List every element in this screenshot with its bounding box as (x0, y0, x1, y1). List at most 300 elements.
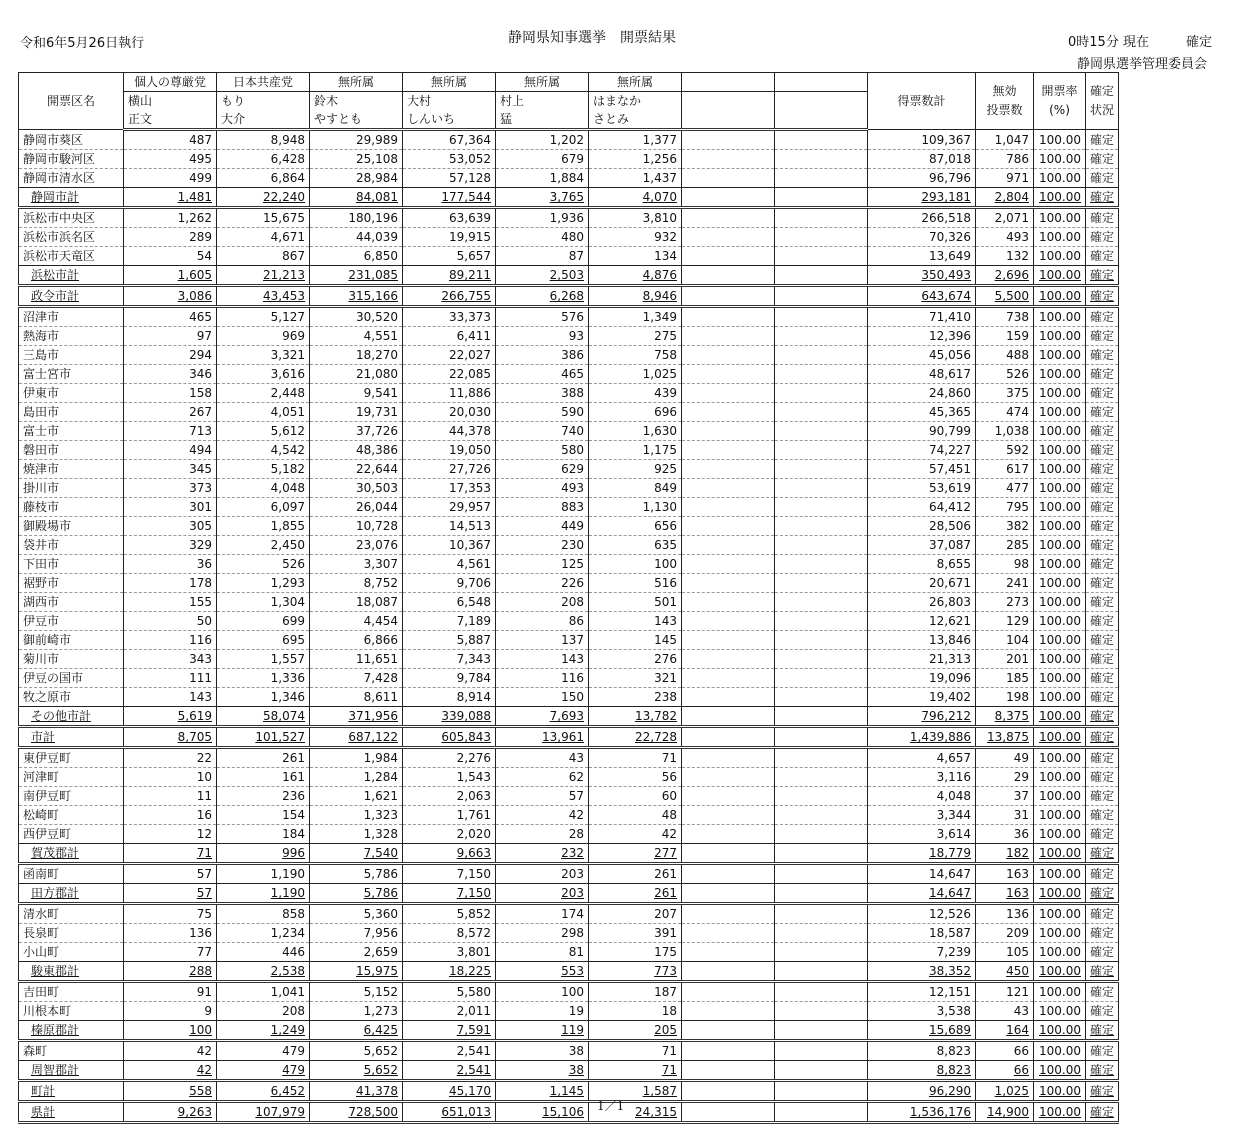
vote-count: 71 (589, 748, 682, 768)
vote-count: 9,663 (403, 844, 496, 864)
vote-count: 30,503 (310, 479, 403, 498)
vote-count: 10,728 (310, 517, 403, 536)
table-row (19, 593, 1119, 612)
confirm-status: 確定 (1086, 1041, 1119, 1061)
vote-count: 656 (589, 517, 682, 536)
vote-count: 231,085 (310, 266, 403, 286)
empty-cell (775, 384, 868, 403)
count-rate: 100.00 (1034, 924, 1086, 943)
empty-name-cell (682, 92, 775, 130)
vote-count: 6,425 (310, 1021, 403, 1041)
confirm-status: 確定 (1086, 748, 1119, 768)
vote-count: 8,914 (403, 688, 496, 707)
area-name: 伊東市 (19, 384, 124, 403)
empty-cell (682, 669, 775, 688)
total-votes: 1,536,176 (868, 1102, 976, 1123)
table-row (19, 441, 1119, 460)
vote-count: 969 (217, 327, 310, 346)
vote-count: 699 (217, 612, 310, 631)
vote-count: 17,353 (403, 479, 496, 498)
empty-cell (682, 266, 775, 286)
vote-count: 62 (496, 768, 589, 787)
area-name: 西伊豆町 (19, 825, 124, 844)
vote-count: 2,541 (403, 1041, 496, 1061)
count-rate: 100.00 (1034, 593, 1086, 612)
vote-count: 5,786 (310, 864, 403, 884)
subtotal-row (19, 1021, 1119, 1041)
area-name: 袋井市 (19, 536, 124, 555)
area-name: 清水町 (19, 904, 124, 924)
vote-count: 1,284 (310, 768, 403, 787)
vote-count: 345 (124, 460, 217, 479)
confirm-status: 確定 (1086, 574, 1119, 593)
count-rate: 100.00 (1034, 1102, 1086, 1123)
empty-cell (775, 1041, 868, 1061)
confirm-status: 確定 (1086, 904, 1119, 924)
candidate-name (589, 92, 682, 130)
vote-count: 19,731 (310, 403, 403, 422)
empty-cell (682, 904, 775, 924)
vote-count: 288 (124, 962, 217, 982)
vote-count: 208 (217, 1002, 310, 1021)
vote-count: 38 (496, 1041, 589, 1061)
vote-count: 8,948 (217, 130, 310, 150)
vote-count: 226 (496, 574, 589, 593)
area-name: 浜松市中央区 (19, 208, 124, 228)
vote-count: 22,644 (310, 460, 403, 479)
count-rate: 100.00 (1034, 844, 1086, 864)
vote-count: 7,343 (403, 650, 496, 669)
vote-count: 446 (217, 943, 310, 962)
vote-count: 60 (589, 787, 682, 806)
vote-count: 25,108 (310, 150, 403, 169)
vote-count: 590 (496, 403, 589, 422)
vote-count: 651,013 (403, 1102, 496, 1123)
table-row (19, 748, 1119, 768)
vote-count: 1,557 (217, 650, 310, 669)
vote-count: 42 (124, 1061, 217, 1081)
vote-count: 56 (589, 768, 682, 787)
vote-count: 29,989 (310, 130, 403, 150)
area-name: 掛川市 (19, 479, 124, 498)
vote-count: 9,706 (403, 574, 496, 593)
vote-count: 1,630 (589, 422, 682, 441)
empty-cell (775, 669, 868, 688)
invalid-votes: 241 (976, 574, 1034, 593)
area-name: 長泉町 (19, 924, 124, 943)
table-row (19, 307, 1119, 327)
vote-count: 3,810 (589, 208, 682, 228)
total-votes: 71,410 (868, 307, 976, 327)
empty-cell (682, 1061, 775, 1081)
count-rate: 100.00 (1034, 498, 1086, 517)
vote-count: 4,551 (310, 327, 403, 346)
empty-cell (775, 169, 868, 188)
invalid-votes: 159 (976, 327, 1034, 346)
empty-cell (775, 1081, 868, 1102)
empty-cell (775, 904, 868, 924)
vote-count: 21,080 (310, 365, 403, 384)
vote-count: 116 (124, 631, 217, 650)
count-rate: 100.00 (1034, 327, 1086, 346)
vote-count: 150 (496, 688, 589, 707)
vote-count: 71 (589, 1061, 682, 1081)
empty-cell (682, 403, 775, 422)
vote-count: 5,652 (310, 1041, 403, 1061)
confirm-status: 確定 (1086, 498, 1119, 517)
vote-count: 580 (496, 441, 589, 460)
confirm-status: 確定 (1086, 1081, 1119, 1102)
vote-count: 289 (124, 228, 217, 247)
vote-count: 773 (589, 962, 682, 982)
vote-count: 1,437 (589, 169, 682, 188)
table-row (19, 346, 1119, 365)
vote-count: 276 (589, 650, 682, 669)
empty-cell (775, 787, 868, 806)
vote-count: 1,336 (217, 669, 310, 688)
invalid-votes: 474 (976, 403, 1034, 422)
empty-cell (682, 768, 775, 787)
total-votes: 12,396 (868, 327, 976, 346)
invalid-votes: 198 (976, 688, 1034, 707)
table-row (19, 864, 1119, 884)
vote-count: 501 (589, 593, 682, 612)
empty-cell (775, 768, 868, 787)
vote-count: 6,548 (403, 593, 496, 612)
vote-count: 5,887 (403, 631, 496, 650)
total-votes: 13,846 (868, 631, 976, 650)
vote-count: 11,886 (403, 384, 496, 403)
vote-count: 439 (589, 384, 682, 403)
candidate-name (310, 92, 403, 130)
total-votes: 90,799 (868, 422, 976, 441)
vote-count: 883 (496, 498, 589, 517)
total-votes: 74,227 (868, 441, 976, 460)
confirm-status: 確定 (1086, 384, 1119, 403)
empty-cell (775, 727, 868, 748)
count-rate: 100.00 (1034, 517, 1086, 536)
empty-cell (682, 346, 775, 365)
total-votes: 38,352 (868, 962, 976, 982)
candidate-given-name: 大介 (221, 112, 246, 126)
empty-cell (775, 286, 868, 307)
invalid-votes: 132 (976, 247, 1034, 266)
vote-count: 238 (589, 688, 682, 707)
empty-cell (775, 924, 868, 943)
invalid-votes: 37 (976, 787, 1034, 806)
subtotal-row (19, 707, 1119, 727)
confirm-status: 確定 (1086, 962, 1119, 982)
count-rate: 100.00 (1034, 1061, 1086, 1081)
empty-cell (682, 517, 775, 536)
count-rate: 100.00 (1034, 208, 1086, 228)
vote-count: 2,538 (217, 962, 310, 982)
empty-cell (775, 208, 868, 228)
empty-cell (682, 188, 775, 208)
vote-count: 143 (589, 612, 682, 631)
confirm-status: 確定 (1086, 1061, 1119, 1081)
status-time: 0時15分 現在 (1068, 35, 1149, 50)
vote-count: 3,307 (310, 555, 403, 574)
invalid-votes: 136 (976, 904, 1034, 924)
invalid-votes: 209 (976, 924, 1034, 943)
total-votes: 14,647 (868, 884, 976, 904)
candidate-name (496, 92, 589, 130)
total-votes: 70,326 (868, 228, 976, 247)
vote-count: 1,323 (310, 806, 403, 825)
vote-count: 21,213 (217, 266, 310, 286)
vote-count: 3,321 (217, 346, 310, 365)
area-name: 森町 (19, 1041, 124, 1061)
candidate-surname: はまなか (593, 94, 642, 108)
vote-count: 116 (496, 669, 589, 688)
count-rate: 100.00 (1034, 188, 1086, 208)
total-votes: 53,619 (868, 479, 976, 498)
table-row (19, 130, 1119, 150)
confirm-status: 確定 (1086, 327, 1119, 346)
vote-count: 679 (496, 150, 589, 169)
vote-count: 1,256 (589, 150, 682, 169)
vote-count: 10,367 (403, 536, 496, 555)
candidate-party: 無所属 (310, 73, 403, 92)
vote-count: 119 (496, 1021, 589, 1041)
total-votes: 45,365 (868, 403, 976, 422)
empty-cell (682, 384, 775, 403)
empty-cell (682, 1002, 775, 1021)
vote-count: 1,249 (217, 1021, 310, 1041)
area-name: 田方郡計 (19, 884, 124, 904)
column-header-total: 得票数計 (868, 73, 976, 130)
empty-cell (682, 130, 775, 150)
vote-count: 15,675 (217, 208, 310, 228)
table-row (19, 982, 1119, 1002)
total-votes: 19,096 (868, 669, 976, 688)
count-rate: 100.00 (1034, 1021, 1086, 1041)
vote-count: 1,293 (217, 574, 310, 593)
total-votes: 28,506 (868, 517, 976, 536)
vote-count: 2,276 (403, 748, 496, 768)
total-votes: 293,181 (868, 188, 976, 208)
vote-count: 16 (124, 806, 217, 825)
confirm-status: 確定 (1086, 924, 1119, 943)
vote-count: 479 (217, 1061, 310, 1081)
vote-count: 143 (124, 688, 217, 707)
total-votes: 8,823 (868, 1061, 976, 1081)
vote-count: 629 (496, 460, 589, 479)
count-rate: 100.00 (1034, 748, 1086, 768)
count-rate: 100.00 (1034, 247, 1086, 266)
vote-count: 236 (217, 787, 310, 806)
vote-count: 18,225 (403, 962, 496, 982)
vote-count: 54 (124, 247, 217, 266)
confirm-status: 確定 (1086, 460, 1119, 479)
vote-count: 18,270 (310, 346, 403, 365)
empty-cell (775, 1102, 868, 1123)
vote-count: 294 (124, 346, 217, 365)
page-number: 1／1 (597, 1099, 625, 1113)
vote-count: 8,752 (310, 574, 403, 593)
vote-count: 1,587 (589, 1081, 682, 1102)
vote-count: 465 (496, 365, 589, 384)
empty-cell (775, 844, 868, 864)
empty-cell (682, 286, 775, 307)
empty-cell (682, 982, 775, 1002)
total-votes: 13,649 (868, 247, 976, 266)
vote-count: 4,051 (217, 403, 310, 422)
table-row (19, 228, 1119, 247)
vote-count: 7,956 (310, 924, 403, 943)
vote-count: 301 (124, 498, 217, 517)
vote-count: 5,657 (403, 247, 496, 266)
vote-count: 184 (217, 825, 310, 844)
table-row (19, 169, 1119, 188)
vote-count: 1,304 (217, 593, 310, 612)
column-header-area: 開票区名 (19, 73, 124, 130)
count-rate: 100.00 (1034, 169, 1086, 188)
vote-count: 77 (124, 943, 217, 962)
area-name: 焼津市 (19, 460, 124, 479)
confirm-status: 確定 (1086, 1102, 1119, 1123)
invalid-votes: 273 (976, 593, 1034, 612)
vote-count: 1,349 (589, 307, 682, 327)
invalid-votes: 477 (976, 479, 1034, 498)
total-votes: 14,647 (868, 864, 976, 884)
empty-cell (775, 574, 868, 593)
total-votes: 20,671 (868, 574, 976, 593)
vote-count: 687,122 (310, 727, 403, 748)
vote-count: 5,852 (403, 904, 496, 924)
vote-count: 23,076 (310, 536, 403, 555)
empty-cell (682, 307, 775, 327)
count-rate: 100.00 (1034, 307, 1086, 327)
table-row (19, 150, 1119, 169)
area-name: その他市計 (19, 707, 124, 727)
table-row (19, 768, 1119, 787)
vote-count: 1,884 (496, 169, 589, 188)
invalid-votes: 285 (976, 536, 1034, 555)
count-rate: 100.00 (1034, 884, 1086, 904)
vote-count: 7,150 (403, 884, 496, 904)
vote-count: 44,378 (403, 422, 496, 441)
empty-cell (775, 536, 868, 555)
empty-cell (775, 1002, 868, 1021)
vote-count: 5,127 (217, 307, 310, 327)
vote-count: 154 (217, 806, 310, 825)
area-name: 牧之原市 (19, 688, 124, 707)
confirm-status: 確定 (1086, 727, 1119, 748)
invalid-votes: 1,047 (976, 130, 1034, 150)
empty-cell (775, 327, 868, 346)
area-name: 函南町 (19, 864, 124, 884)
table-row (19, 904, 1119, 924)
empty-cell (682, 422, 775, 441)
vote-count: 57 (124, 884, 217, 904)
area-name: 三島市 (19, 346, 124, 365)
empty-cell (682, 943, 775, 962)
candidate-party: 無所属 (589, 73, 682, 92)
confirm-status: 確定 (1086, 555, 1119, 574)
vote-count: 558 (124, 1081, 217, 1102)
vote-count: 203 (496, 864, 589, 884)
invalid-votes: 786 (976, 150, 1034, 169)
vote-count: 1,190 (217, 884, 310, 904)
vote-count: 137 (496, 631, 589, 650)
area-name: 御殿場市 (19, 517, 124, 536)
invalid-votes: 1,038 (976, 422, 1034, 441)
total-votes: 12,151 (868, 982, 976, 1002)
vote-count: 15,975 (310, 962, 403, 982)
vote-count: 371,956 (310, 707, 403, 727)
vote-count: 48 (589, 806, 682, 825)
total-votes: 15,689 (868, 1021, 976, 1041)
empty-cell (775, 422, 868, 441)
empty-cell (682, 1081, 775, 1102)
count-rate: 100.00 (1034, 460, 1086, 479)
vote-count: 26,044 (310, 498, 403, 517)
empty-cell (682, 574, 775, 593)
confirm-status: 確定 (1086, 884, 1119, 904)
vote-count: 107,979 (217, 1102, 310, 1123)
invalid-votes: 2,696 (976, 266, 1034, 286)
count-rate: 100.00 (1034, 384, 1086, 403)
area-name: 政令市計 (19, 286, 124, 307)
vote-count: 13,782 (589, 707, 682, 727)
table-row (19, 384, 1119, 403)
confirm-status: 確定 (1086, 130, 1119, 150)
vote-count: 1,130 (589, 498, 682, 517)
area-name: 御前崎市 (19, 631, 124, 650)
count-rate: 100.00 (1034, 150, 1086, 169)
vote-count: 9,784 (403, 669, 496, 688)
vote-count: 1,175 (589, 441, 682, 460)
vote-count: 7,693 (496, 707, 589, 727)
count-rate: 100.00 (1034, 707, 1086, 727)
total-votes: 21,313 (868, 650, 976, 669)
vote-count: 5,612 (217, 422, 310, 441)
confirm-status: 確定 (1086, 479, 1119, 498)
vote-count: 1,377 (589, 130, 682, 150)
total-votes: 96,796 (868, 169, 976, 188)
vote-count: 329 (124, 536, 217, 555)
vote-count: 22 (124, 748, 217, 768)
confirm-status: 確定 (1086, 864, 1119, 884)
empty-cell (775, 346, 868, 365)
vote-count: 6,411 (403, 327, 496, 346)
count-rate: 100.00 (1034, 904, 1086, 924)
vote-count: 493 (496, 479, 589, 498)
vote-count: 494 (124, 441, 217, 460)
table-row (19, 631, 1119, 650)
confirm-status: 確定 (1086, 844, 1119, 864)
empty-name-cell (775, 92, 868, 130)
empty-cell (775, 707, 868, 727)
vote-count: 19,050 (403, 441, 496, 460)
table-row (19, 1002, 1119, 1021)
invalid-votes: 49 (976, 748, 1034, 768)
empty-cell (682, 593, 775, 612)
subtotal-row (19, 884, 1119, 904)
vote-count: 267 (124, 403, 217, 422)
vote-count: 205 (589, 1021, 682, 1041)
total-votes: 26,803 (868, 593, 976, 612)
confirm-status: 確定 (1086, 1002, 1119, 1021)
vote-count: 50 (124, 612, 217, 631)
area-name: 市計 (19, 727, 124, 748)
empty-cell (775, 688, 868, 707)
vote-count: 36 (124, 555, 217, 574)
vote-count: 101,527 (217, 727, 310, 748)
vote-count: 5,619 (124, 707, 217, 727)
